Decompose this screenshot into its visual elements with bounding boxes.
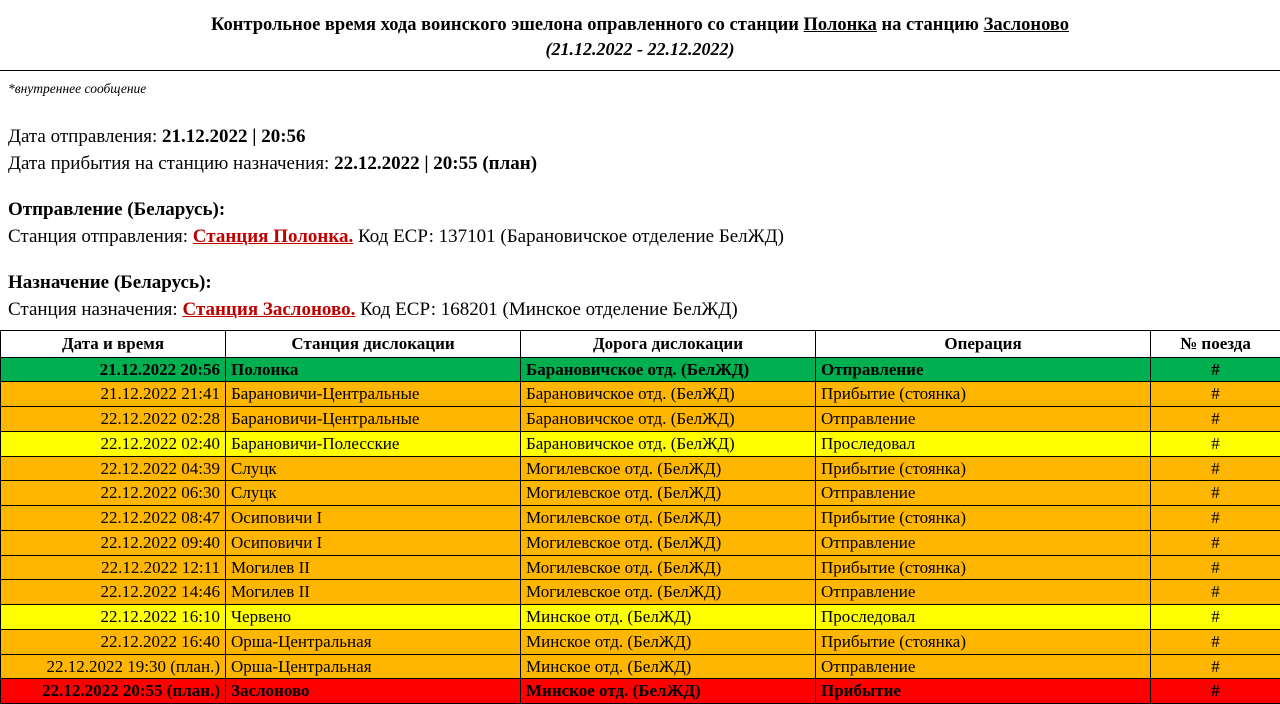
table-row: [1, 530, 1280, 555]
table-row: [1, 605, 1280, 630]
cell-station: Могилев II: [226, 580, 521, 605]
internal-message-note: *внутреннее сообщение: [8, 81, 1272, 97]
route-table: [0, 330, 1280, 704]
cell-station: Могилев II: [226, 555, 521, 580]
cell-station: Орша-Центральная: [226, 654, 521, 679]
cell-datetime: 22.12.2022 12:11: [1, 555, 226, 580]
cell-road: Барановичское отд. (БелЖД): [521, 382, 816, 407]
cell-datetime: 22.12.2022 14:46: [1, 580, 226, 605]
cell-operation: Прибытие (стоянка): [816, 382, 1151, 407]
departure-datetime-line: [8, 123, 1272, 151]
destination-station-label: Станция назначения:: [8, 299, 182, 320]
cell-operation: Прибытие (стоянка): [816, 456, 1151, 481]
cell-station: Барановичи-Центральные: [226, 382, 521, 407]
column-header-station: Станция дислокации: [226, 330, 521, 357]
cell-train: #: [1151, 679, 1280, 704]
cell-road: Барановичское отд. (БелЖД): [521, 407, 816, 432]
destination-station-line: [8, 296, 1272, 324]
cell-datetime: 21.12.2022 20:56: [1, 357, 226, 382]
cell-operation: Прибытие (стоянка): [816, 555, 1151, 580]
cell-train: #: [1151, 555, 1280, 580]
table-row: [1, 407, 1280, 432]
departure-datetime-label: Дата отправления:: [8, 126, 162, 147]
cell-train: #: [1151, 605, 1280, 630]
cell-datetime: 22.12.2022 08:47: [1, 506, 226, 531]
cell-train: #: [1151, 580, 1280, 605]
cell-road: Могилевское отд. (БелЖД): [521, 530, 816, 555]
cell-datetime: 22.12.2022 16:10: [1, 605, 226, 630]
cell-datetime: 21.12.2022 21:41: [1, 382, 226, 407]
cell-datetime: 22.12.2022 16:40: [1, 629, 226, 654]
cell-road: Могилевское отд. (БелЖД): [521, 580, 816, 605]
arrival-datetime-label: Дата прибытия на станцию назначения:: [8, 153, 334, 174]
departure-section-title: Отправление (Беларусь):: [8, 196, 1272, 224]
cell-station: Осиповичи I: [226, 506, 521, 531]
cell-train: #: [1151, 481, 1280, 506]
cell-road: Могилевское отд. (БелЖД): [521, 456, 816, 481]
cell-train: #: [1151, 530, 1280, 555]
cell-train: #: [1151, 654, 1280, 679]
cell-road: Могилевское отд. (БелЖД): [521, 506, 816, 531]
table-row: [1, 506, 1280, 531]
cell-datetime: 22.12.2022 04:39: [1, 456, 226, 481]
column-header-operation: Операция: [816, 330, 1151, 357]
document-header: [0, 0, 1280, 71]
cell-train: #: [1151, 357, 1280, 382]
cell-operation: Прибытие: [816, 679, 1151, 704]
cell-operation: Отправление: [816, 481, 1151, 506]
departure-station-code: Код ЕСР: 137101 (Барановичское отделение БелЖД): [353, 226, 784, 247]
table-row: [1, 357, 1280, 382]
cell-station: Барановичи-Полесские: [226, 431, 521, 456]
cell-road: Минское отд. (БелЖД): [521, 654, 816, 679]
destination-section-title: Назначение (Беларусь):: [8, 269, 1272, 297]
cell-road: Минское отд. (БелЖД): [521, 605, 816, 630]
cell-station: Орша-Центральная: [226, 629, 521, 654]
title-text-part2: на станцию: [877, 15, 984, 35]
departure-datetime-value: 21.12.2022 | 20:56: [162, 126, 306, 147]
cell-operation: Отправление: [816, 530, 1151, 555]
cell-road: Барановичское отд. (БелЖД): [521, 357, 816, 382]
cell-station: Барановичи-Центральные: [226, 407, 521, 432]
table-row: [1, 580, 1280, 605]
cell-road: Минское отд. (БелЖД): [521, 679, 816, 704]
table-row: [1, 555, 1280, 580]
cell-operation: Проследовал: [816, 605, 1151, 630]
arrival-datetime-value: 22.12.2022 | 20:55 (план): [334, 153, 537, 174]
page-subtitle: (21.12.2022 - 22.12.2022): [10, 38, 1270, 61]
cell-train: #: [1151, 431, 1280, 456]
cell-train: #: [1151, 456, 1280, 481]
cell-operation: Отправление: [816, 580, 1151, 605]
cell-road: Минское отд. (БелЖД): [521, 629, 816, 654]
cell-train: #: [1151, 382, 1280, 407]
table-row: [1, 679, 1280, 704]
cell-datetime: 22.12.2022 09:40: [1, 530, 226, 555]
cell-station: Осиповичи I: [226, 530, 521, 555]
cell-operation: Прибытие (стоянка): [816, 506, 1151, 531]
destination-station-code: Код ЕСР: 168201 (Минское отделение БелЖД): [355, 299, 737, 320]
cell-operation: Отправление: [816, 407, 1151, 432]
document-body: [0, 71, 1280, 324]
column-header-datetime: Дата и время: [1, 330, 226, 357]
table-row: [1, 654, 1280, 679]
table-row: [1, 481, 1280, 506]
table-row: [1, 431, 1280, 456]
cell-datetime: 22.12.2022 19:30 (план.): [1, 654, 226, 679]
cell-train: #: [1151, 506, 1280, 531]
cell-station: Полонка: [226, 357, 521, 382]
page-title: [10, 14, 1270, 37]
arrival-datetime-line: [8, 150, 1272, 178]
title-text-part1: Контрольное время хода воинского эшелона оправленного со станции: [211, 15, 804, 35]
cell-station: Слуцк: [226, 481, 521, 506]
route-table-body: [1, 357, 1280, 704]
cell-operation: Отправление: [816, 654, 1151, 679]
title-station-to: Заслоново: [984, 15, 1069, 35]
cell-datetime: 22.12.2022 02:28: [1, 407, 226, 432]
departure-station-line: [8, 223, 1272, 251]
cell-datetime: 22.12.2022 02:40: [1, 431, 226, 456]
table-header-row: [1, 330, 1280, 357]
title-station-from: Полонка: [804, 15, 877, 35]
column-header-train: № поезда: [1151, 330, 1280, 357]
cell-operation: Отправление: [816, 357, 1151, 382]
table-row: [1, 629, 1280, 654]
departure-station-label: Станция отправления:: [8, 226, 193, 247]
departure-station-link[interactable]: Станция Полонка.: [193, 226, 353, 247]
column-header-road: Дорога дислокации: [521, 330, 816, 357]
cell-road: Могилевское отд. (БелЖД): [521, 555, 816, 580]
cell-road: Могилевское отд. (БелЖД): [521, 481, 816, 506]
cell-operation: Прибытие (стоянка): [816, 629, 1151, 654]
cell-road: Барановичское отд. (БелЖД): [521, 431, 816, 456]
route-table-head: [1, 330, 1280, 357]
cell-datetime: 22.12.2022 20:55 (план.): [1, 679, 226, 704]
cell-station: Слуцк: [226, 456, 521, 481]
table-row: [1, 382, 1280, 407]
cell-train: #: [1151, 629, 1280, 654]
cell-datetime: 22.12.2022 06:30: [1, 481, 226, 506]
cell-station: Червено: [226, 605, 521, 630]
cell-operation: Проследовал: [816, 431, 1151, 456]
cell-train: #: [1151, 407, 1280, 432]
table-row: [1, 456, 1280, 481]
cell-station: Заслоново: [226, 679, 521, 704]
destination-station-link[interactable]: Станция Заслоново.: [182, 299, 355, 320]
